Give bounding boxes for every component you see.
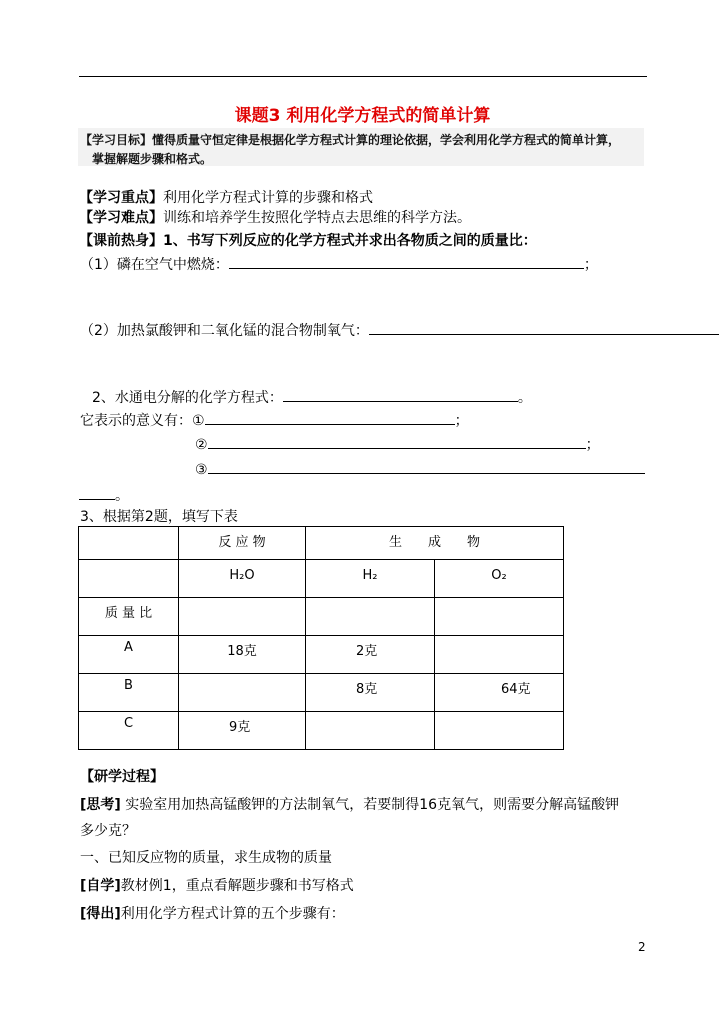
meaning-2-end: ； xyxy=(585,437,600,453)
meaning-blank-3[interactable] xyxy=(208,459,645,474)
cell-h2[interactable] xyxy=(306,598,435,636)
meaning-blank-2[interactable] xyxy=(208,434,586,449)
page-number: 2 xyxy=(638,940,646,954)
cell-h2[interactable]: 2克 xyxy=(306,636,435,674)
header-product: 生 成 物 xyxy=(306,527,564,560)
think-text-1: 实验室用加热高锰酸钾的方法制氧气，若要制得16克氧气，则需要分解高锰酸钾 xyxy=(125,797,620,813)
mass-ratio-label: 质 量 比 xyxy=(79,598,179,636)
mass-ratio-table xyxy=(78,526,564,750)
self-label: [自学] xyxy=(80,878,121,894)
header-h2: H₂ xyxy=(306,560,435,598)
header-h2o: H₂O xyxy=(179,560,306,598)
warmup-label: 【课前热身】 xyxy=(79,233,163,249)
row-label: B xyxy=(79,674,179,712)
question-4: 3、根据第2题，填写下表 xyxy=(80,509,238,525)
get-label: [得出] xyxy=(80,906,121,922)
meaning-line-1 xyxy=(80,410,469,430)
top-rule xyxy=(79,76,647,77)
focus-line xyxy=(79,187,373,207)
warmup-text: 1、书写下列反应的化学方程式并求出各物质之间的质量比： xyxy=(163,233,537,249)
page-title: 课题3 利用化学方程式的简单计算 xyxy=(234,106,491,126)
row-label: C xyxy=(79,712,179,750)
question-3-end: 。 xyxy=(517,390,532,406)
answer-blank-2[interactable] xyxy=(369,320,719,335)
corner-cell xyxy=(79,527,179,560)
think-line-2: 多少克？ xyxy=(80,823,136,839)
difficulty-text: 训练和培养学生按照化学特点去思维的科学方法。 xyxy=(163,210,471,226)
cell-h2o[interactable] xyxy=(179,598,306,636)
header-reactant: 反 应 物 xyxy=(179,527,306,560)
question-1 xyxy=(80,254,598,274)
meaning-line-2 xyxy=(195,434,600,454)
part-1-heading: 一、已知反应物的质量，求生成物的质量 xyxy=(80,850,332,866)
meaning-line-3-tail xyxy=(79,485,129,505)
process-heading: 【研学过程】 xyxy=(80,769,164,785)
cell-o2[interactable] xyxy=(435,598,564,636)
goal-label: 【学习目标】 xyxy=(80,133,153,147)
focus-label: 【学习重点】 xyxy=(79,190,163,206)
answer-blank-3[interactable] xyxy=(283,387,518,402)
self-text: 教材例1，重点看解题步骤和书写格式 xyxy=(120,878,354,894)
question-1-end: ； xyxy=(583,257,598,273)
question-3-text: 2、水通电分解的化学方程式： xyxy=(92,390,283,406)
think-label: [思考] xyxy=(80,797,121,813)
question-2 xyxy=(80,320,719,340)
warmup-line xyxy=(79,230,537,250)
cell-h2o[interactable]: 18克 xyxy=(179,636,306,674)
difficulty-label: 【学习难点】 xyxy=(79,210,163,226)
question-3 xyxy=(92,387,532,407)
row-label: A xyxy=(79,636,179,674)
question-2-text: （2）加热氯酸钾和二氧化锰的混合物制氧气： xyxy=(80,323,369,339)
question-1-text: （1）磷在空气中燃烧： xyxy=(80,257,229,273)
meaning-1-end: ； xyxy=(454,413,469,429)
goal-line-1 xyxy=(80,131,620,148)
cell-h2o[interactable] xyxy=(179,674,306,712)
goal-line-2: 掌握解题步骤和格式。 xyxy=(92,152,213,166)
meaning-3-end: 。 xyxy=(115,488,129,504)
derive-line xyxy=(80,903,345,923)
header-o2: O₂ xyxy=(435,560,564,598)
table-row xyxy=(79,636,564,674)
cell-h2[interactable]: 8克 xyxy=(306,674,435,712)
meaning-text: 它表示的意义有：① xyxy=(80,413,205,429)
cell-o2[interactable]: 64克 xyxy=(435,674,564,712)
cell-h2[interactable] xyxy=(306,712,435,750)
table-row xyxy=(79,712,564,750)
difficulty-line xyxy=(79,207,471,227)
goal-text-1: 懂得质量守恒定律是根据化学方程式计算的理论依据，学会利用化学方程式的简单计算， xyxy=(152,133,621,147)
blank-cell xyxy=(79,560,179,598)
focus-text: 利用化学方程式计算的步骤和格式 xyxy=(163,190,373,206)
get-text: 利用化学方程式计算的五个步骤有： xyxy=(120,906,345,922)
meaning-line-3 xyxy=(195,459,645,478)
think-line-1 xyxy=(80,794,619,814)
cell-h2o[interactable]: 9克 xyxy=(179,712,306,750)
meaning-blank-3-tail[interactable] xyxy=(79,485,115,500)
meaning-blank-1[interactable] xyxy=(205,410,455,425)
cell-o2[interactable] xyxy=(435,712,564,750)
cell-o2[interactable] xyxy=(435,636,564,674)
table-row xyxy=(79,674,564,712)
answer-blank-1[interactable] xyxy=(229,254,584,269)
self-study-line xyxy=(80,875,354,895)
meaning-3-mark: ③ xyxy=(195,462,208,478)
meaning-2-mark: ② xyxy=(195,437,208,453)
